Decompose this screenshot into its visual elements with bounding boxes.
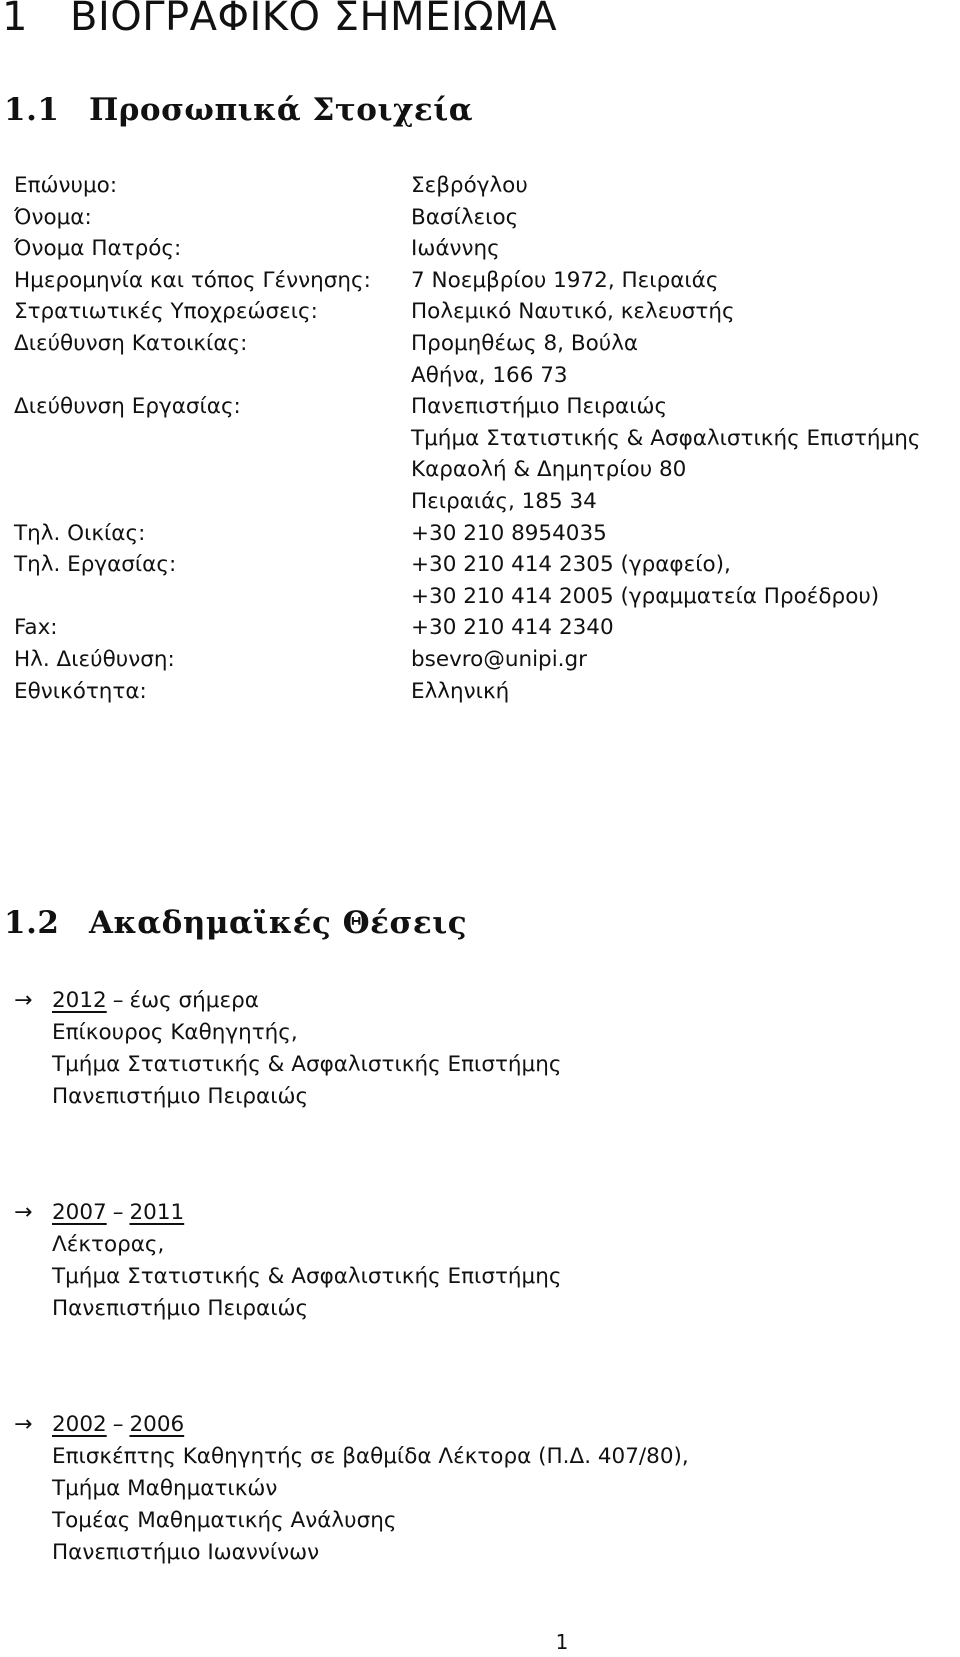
info-values (411, 202, 518, 234)
info-row (14, 549, 920, 612)
info-value: 7 Νοεμβρίου 1972, Πειραιάς (411, 267, 719, 293)
subsection-title-academic (4, 905, 467, 941)
info-value: Ελληνική (411, 678, 510, 704)
info-row (14, 296, 920, 328)
info-row (14, 170, 920, 202)
info-value: Πειραιάς, 185 34 (411, 488, 597, 514)
period-dash: – (112, 1412, 124, 1437)
period-from: 2002 (52, 1412, 107, 1437)
info-values (411, 612, 614, 644)
info-label: Επώνυμο: (14, 173, 118, 198)
info-values (411, 518, 607, 550)
info-value: Προμηθέως 8, Βούλα (411, 330, 639, 356)
info-value: Καραολή & Δημητρίου 80 (411, 457, 687, 483)
position-detail-line: Πανεπιστήμιο Πειραιώς (52, 1084, 309, 1109)
info-values (411, 676, 509, 708)
info-values (411, 391, 920, 517)
arrow-right-icon: → (14, 988, 33, 1013)
info-value: Αθήνα, 166 73 (411, 362, 568, 388)
info-row (14, 518, 920, 550)
position-detail-line: Πανεπιστήμιο Ιωαννίνων (52, 1540, 320, 1565)
info-value: +30 210 414 2005 (γραμματεία Προέδρου) (411, 583, 880, 609)
info-row (14, 233, 920, 265)
position-detail-line: Τμήμα Μαθηματικών (52, 1476, 278, 1501)
info-value: Πανεπιστήμιο Πειραιώς (411, 394, 668, 420)
info-row (14, 391, 920, 517)
position-detail-line: Τμήμα Στατιστικής & Ασφαλιστικής Επιστήμης (52, 1264, 562, 1289)
info-value: Ιωάννης (411, 236, 500, 262)
position-detail-line: Λέκτορας, (52, 1232, 165, 1257)
subsection-title-text: Ακαδημαϊκές Θέσεις (89, 905, 468, 941)
info-label: Ημερομηνία και τόπος Γέννησης: (14, 267, 371, 293)
info-row (14, 265, 920, 297)
position-detail-line: Επίκουρος Καθηγητής, (52, 1020, 298, 1045)
period-from: 2007 (52, 1200, 107, 1225)
position-details (52, 1229, 561, 1325)
position-detail-line: Τομέας Μαθηματικής Ανάλυσης (52, 1508, 397, 1533)
info-value: +30 210 414 2340 (411, 615, 614, 641)
info-label: Διεύθυνση Κατοικίας: (14, 330, 248, 356)
info-label: Τηλ. Οικίας: (14, 520, 146, 546)
email-value[interactable]: bsevro@unipi.gr (411, 646, 587, 672)
period-to: έως σήμερα (129, 988, 259, 1013)
personal-info-table (14, 170, 920, 707)
subsection-number: 1.1 (4, 92, 60, 128)
position-details (52, 1441, 689, 1569)
position-period (52, 985, 259, 1017)
period-to: 2011 (129, 1200, 185, 1225)
info-value: Τμήμα Στατιστικής & Ασφαλιστικής Επιστήμης (411, 425, 921, 451)
page-number: 1 (555, 1630, 569, 1654)
info-label: Όνομα: (14, 204, 92, 230)
info-value: +30 210 414 2305 (γραφείο), (411, 552, 731, 578)
subsection-title-text: Προσωπικά Στοιχεία (89, 92, 474, 128)
info-label: Τηλ. Εργασίας: (14, 552, 177, 578)
position-detail-line: Επισκέπτης Καθηγητής σε βαθμίδα Λέκτορα (Π.Δ. 407/80), (52, 1444, 689, 1469)
info-values (411, 170, 528, 202)
period-dash: – (112, 1200, 124, 1225)
info-label: Στρατιωτικές Υποχρεώσεις: (14, 299, 318, 325)
arrow-right-icon: → (14, 1412, 33, 1437)
period-to: 2006 (129, 1412, 185, 1437)
info-values (411, 265, 718, 297)
info-value: Πολεμικό Ναυτικό, κελευστής (411, 299, 735, 325)
subsection-title-personal (4, 92, 473, 128)
info-row (14, 676, 920, 708)
position-detail-line: Τμήμα Στατιστικής & Ασφαλιστικής Επιστήμης (52, 1052, 562, 1077)
info-label: Όνομα Πατρός: (14, 236, 182, 262)
info-row (14, 328, 920, 391)
arrow-right-icon: → (14, 1200, 33, 1225)
period-dash: – (112, 988, 124, 1013)
info-row (14, 612, 920, 644)
info-label: Εθνικότητα: (14, 678, 147, 704)
section-number: 1 (2, 0, 28, 40)
section-title-text: ΒΙΟΓΡΑΦΙΚΟ ΣΗΜΕΙΩΜΑ (70, 0, 558, 40)
period-from: 2012 (52, 988, 107, 1013)
info-value: Βασίλειος (411, 204, 519, 230)
subsection-number: 1.2 (4, 905, 60, 941)
position-period (52, 1409, 184, 1441)
position-details (52, 1017, 561, 1113)
info-values (411, 296, 735, 328)
info-label: Fax: (14, 615, 58, 641)
info-label: Διεύθυνση Εργασίας: (14, 394, 241, 420)
info-row (14, 202, 920, 234)
info-values (411, 549, 879, 612)
info-value: Σεβρόγλου (411, 173, 528, 198)
position-period (52, 1197, 184, 1229)
info-value: +30 210 8954035 (411, 520, 607, 546)
section-title (2, 0, 557, 40)
info-values (411, 644, 587, 676)
info-row (14, 644, 920, 676)
position-detail-line: Πανεπιστήμιο Πειραιώς (52, 1296, 309, 1321)
info-values (411, 233, 500, 265)
info-values (411, 328, 638, 391)
info-label: Ηλ. Διεύθυνση: (14, 646, 175, 672)
